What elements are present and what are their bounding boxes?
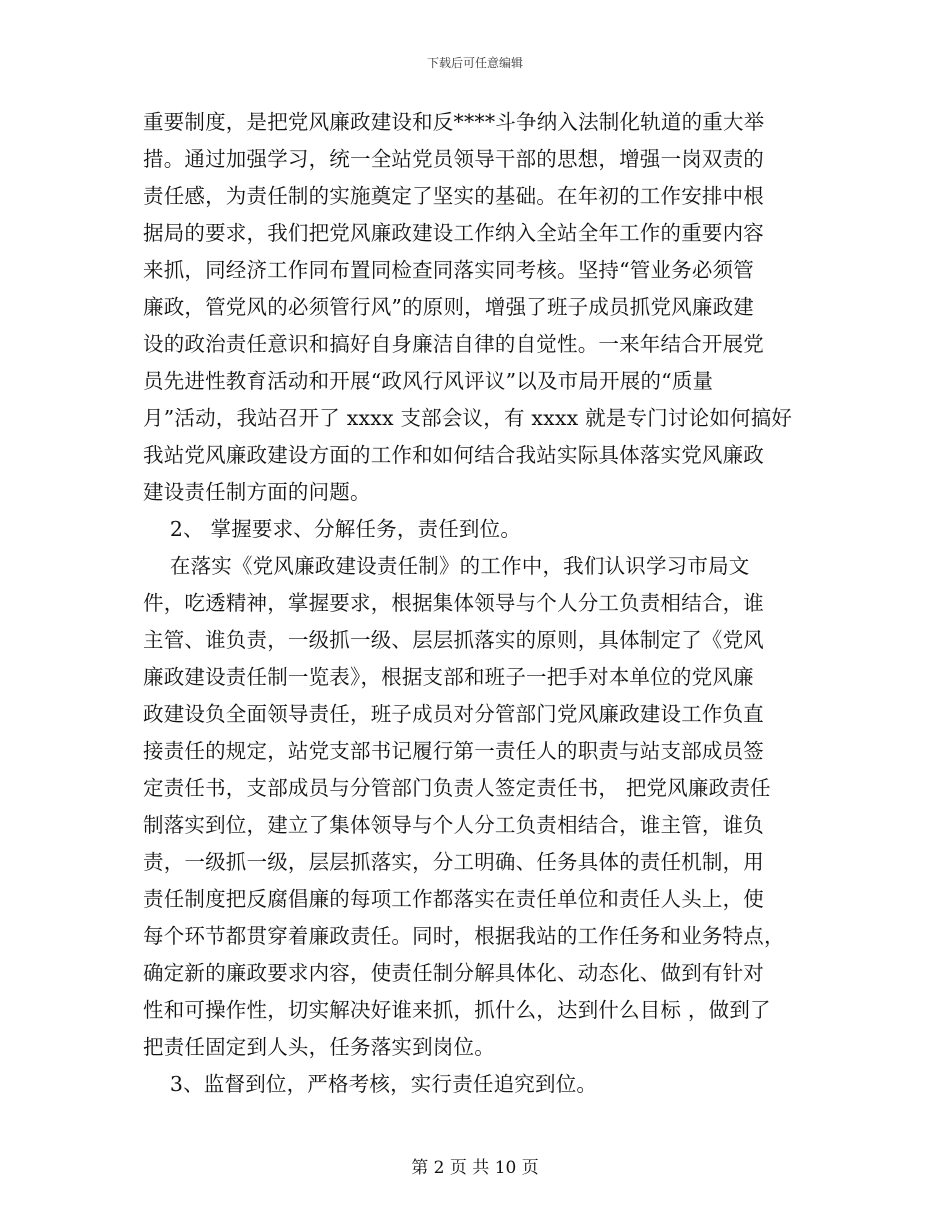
text-line: 制落实到位，建立了集体领导与个人分工负责相结合，谁主管，谁负 xyxy=(143,813,764,837)
text-line: 在落实《党风廉政建设责任制》的工作中，我们认识学习市局文 xyxy=(143,554,750,578)
text-line: 接责任的规定，站党支部书记履行第一责任人的职责与站支部成员签 xyxy=(143,739,764,763)
text-line: 性和可操作性，切实解决好谁来抓，抓什么，达到什么目标 ，做到了 xyxy=(143,998,771,1022)
text-line: 确定新的廉政要求内容，使责任制分解具体化、动态化、做到有针对 xyxy=(143,961,764,985)
text-line: 责任制度把反腐倡廉的每项工作都落实在责任单位和责任人头上，使 xyxy=(143,887,764,911)
text-line: 件，吃透精神，掌握要求，根据集体领导与个人分工负责相结合，谁 xyxy=(143,591,764,615)
text-line: 我站党风廉政建设方面的工作和如何结合我站实际具体落实党风廉政 xyxy=(143,443,764,467)
text-line: 政建设负全面领导责任，班子成员对分管部门党风廉政建设工作负直 xyxy=(143,702,764,726)
text-line: 员先进性教育活动和开展“政风行风评议”以及市局开展的“质量 xyxy=(143,369,714,393)
text-line: 来抓，同经济工作同布置同检查同落实同考核。坚持“管业务必须管 xyxy=(143,258,754,282)
text-line: 把责任固定到人头，任务落实到岗位。 xyxy=(143,1035,495,1059)
text-line: 定责任书，支部成员与分管部门负责人签定责任书， 把党风廉政责任 xyxy=(143,776,771,800)
page-footer: 第 2 页 共 10 页 xyxy=(411,1158,539,1178)
text-line: 2、 掌握要求、分解任务，责任到位。 xyxy=(143,517,522,541)
text-line: 廉政建设责任制一览表》，根据支部和班子一把手对本单位的党风廉 xyxy=(143,665,754,689)
text-line: 廉政，管党风的必须管行风”的原则，增强了班子成员抓党风廉政建 xyxy=(143,295,754,319)
text-line: 主管、谁负责，一级抓一级、层层抓落实的原则，具体制定了《党风 xyxy=(143,628,764,652)
text-line: 责，一级抓一级，层层抓落实，分工明确、任务具体的责任机制，用 xyxy=(143,850,764,874)
text-line: 建设责任制方面的问题。 xyxy=(143,480,371,504)
text-line: 设的政治责任意识和搞好自身廉洁自律的自觉性。一来年结合开展党 xyxy=(143,332,764,356)
text-line: 重要制度，是把党风廉政建设和反****斗争纳入法制化轨道的重大举 xyxy=(143,110,765,134)
text-line: 每个环节都贯穿着廉政责任。同时，根据我站的工作任务和业务特点， xyxy=(143,924,785,948)
body-text xyxy=(143,104,823,1103)
text-line: 3、监督到位，严格考核，实行责任追究到位。 xyxy=(143,1072,598,1096)
text-line: 措。通过加强学习，统一全站党员领导干部的思想，增强一岗双责的 xyxy=(143,147,764,171)
header-note: 下载后可任意编辑 xyxy=(426,56,523,70)
text-line: 月”活动，我站召开了 xxxx 支部会议，有 xxxx 就是专门讨论如何搞好 xyxy=(143,406,793,430)
text-line: 据局的要求，我们把党风廉政建设工作纳入全站全年工作的重要内容 xyxy=(143,221,764,245)
text-line: 责任感，为责任制的实施奠定了坚实的基础。在年初的工作安排中根 xyxy=(143,184,764,208)
